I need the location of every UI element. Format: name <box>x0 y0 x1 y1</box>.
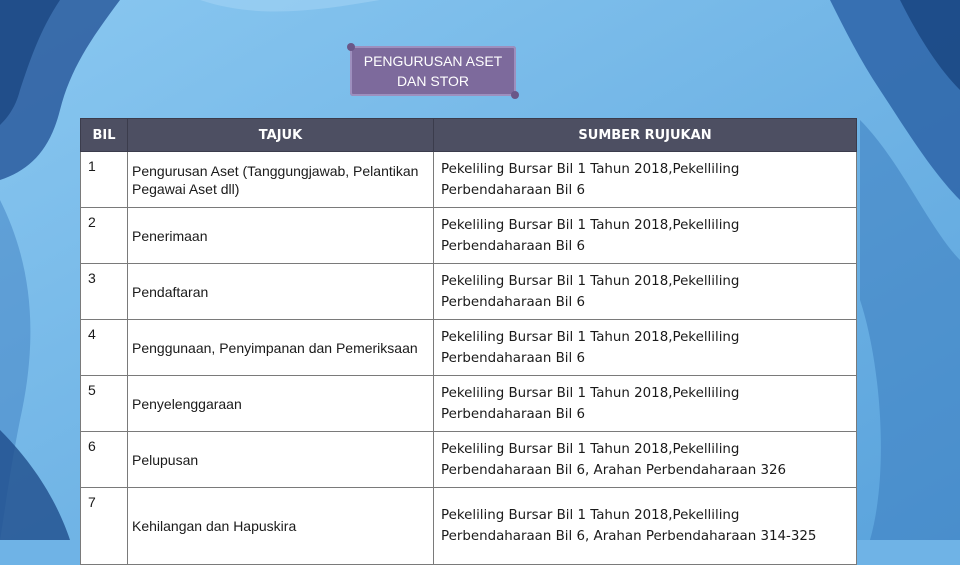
cell-bil: 2 <box>81 208 128 264</box>
cell-tajuk: Pelupusan <box>128 432 434 488</box>
table-row <box>81 488 857 565</box>
table-row <box>81 264 857 320</box>
table-row <box>81 320 857 376</box>
header-sumber-rujukan: SUMBER RUJUKAN <box>434 119 857 152</box>
cell-tajuk: Pengurusan Aset (Tanggungjawab, Pelantikan Pegawai Aset dll) <box>128 152 434 208</box>
banner-curl-decoration <box>347 43 355 51</box>
cell-tajuk: Penggunaan, Penyimpanan dan Pemeriksaan <box>128 320 434 376</box>
cell-bil: 3 <box>81 264 128 320</box>
cell-tajuk: Kehilangan dan Hapuskira <box>128 488 434 565</box>
cell-bil: 5 <box>81 376 128 432</box>
cell-sumber: Pekeliling Bursar Bil 1 Tahun 2018,Pekelliling Perbendaharaan Bil 6, Arahan Perbendaharaan 326 <box>434 432 857 488</box>
cell-sumber: Pekeliling Bursar Bil 1 Tahun 2018,Pekelliling Perbendaharaan Bil 6 <box>434 208 857 264</box>
title-banner <box>350 46 516 96</box>
cell-tajuk: Penyelenggaraan <box>128 376 434 432</box>
cell-sumber: Pekeliling Bursar Bil 1 Tahun 2018,Pekelliling Perbendaharaan Bil 6 <box>434 376 857 432</box>
cell-bil: 1 <box>81 152 128 208</box>
cell-sumber: Pekeliling Bursar Bil 1 Tahun 2018,Pekelliling Perbendaharaan Bil 6 <box>434 264 857 320</box>
cell-bil: 4 <box>81 320 128 376</box>
header-tajuk: TAJUK <box>128 119 434 152</box>
table-row <box>81 152 857 208</box>
cell-bil: 7 <box>81 488 128 565</box>
cell-tajuk: Penerimaan <box>128 208 434 264</box>
cell-tajuk: Pendaftaran <box>128 264 434 320</box>
asset-reference-table <box>80 118 857 565</box>
table-header-row <box>81 119 857 152</box>
cell-sumber: Pekeliling Bursar Bil 1 Tahun 2018,Pekelliling Perbendaharaan Bil 6 <box>434 152 857 208</box>
cell-sumber: Pekeliling Bursar Bil 1 Tahun 2018,Pekelliling Perbendaharaan Bil 6, Arahan Perbendaharaan 314-325 <box>434 488 857 565</box>
header-bil: BIL <box>81 119 128 152</box>
cell-bil: 6 <box>81 432 128 488</box>
title-line-2: DAN STOR <box>396 73 470 89</box>
cell-sumber: Pekeliling Bursar Bil 1 Tahun 2018,Pekelliling Perbendaharaan Bil 6 <box>434 320 857 376</box>
table-row <box>81 376 857 432</box>
table-row <box>81 432 857 488</box>
table-row <box>81 208 857 264</box>
title-line-1: PENGURUSAN ASET <box>363 53 503 69</box>
banner-curl-decoration <box>511 91 519 99</box>
